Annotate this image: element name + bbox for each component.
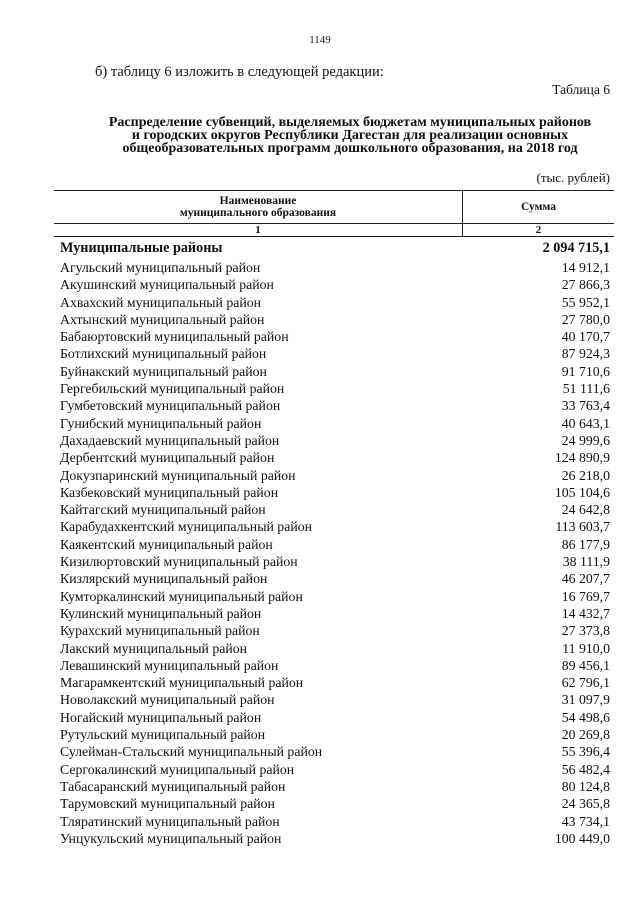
- table-row: [54, 605, 614, 622]
- district-name: Кулинский муниципальный район: [60, 605, 262, 621]
- header-name-line: Наименование: [219, 195, 297, 207]
- table-row: [54, 761, 614, 778]
- district-value: 91 710,6: [561, 363, 610, 379]
- district-name: Кизлярский муниципальный район: [60, 571, 268, 587]
- district-value: 14 432,7: [561, 605, 610, 621]
- district-name: Агульский муниципальный район: [60, 260, 261, 275]
- table-row: [54, 432, 614, 449]
- district-value: 105 104,6: [554, 484, 610, 500]
- district-value: 100 449,0: [554, 830, 610, 846]
- district-name: Левашинский муниципальный район: [60, 657, 279, 673]
- table-row: [54, 345, 614, 362]
- table-row: [54, 397, 614, 414]
- table-row: [54, 328, 614, 345]
- district-name: Карабудахкентский муниципальный район: [60, 519, 312, 535]
- table-row: [54, 743, 614, 760]
- district-value: 27 866,3: [561, 277, 610, 293]
- district-value: 43 734,1: [561, 813, 610, 829]
- table-header-row: [54, 191, 614, 224]
- header-name-cell: [54, 191, 463, 224]
- district-name: Буйнакский муниципальный район: [60, 363, 267, 379]
- district-name: Гергебильский муниципальный район: [60, 381, 285, 397]
- intro-text: б) таблицу 6 изложить в следующей редакции:: [95, 64, 384, 80]
- district-value: 40 643,1: [561, 415, 610, 431]
- header-name-line: муниципального образования: [179, 207, 337, 219]
- district-value: 24 642,8: [561, 502, 610, 518]
- district-name: Дербентский муниципальный район: [60, 450, 275, 466]
- column-number-row: [54, 224, 614, 237]
- table-row: [54, 553, 614, 570]
- subvention-table: [54, 190, 614, 847]
- district-name: Кумторкалинский муниципальный район: [60, 588, 303, 604]
- table-row: [54, 795, 614, 812]
- district-value: 113 603,7: [555, 519, 610, 535]
- table-row: [54, 640, 614, 657]
- district-name: Лакский муниципальный район: [60, 640, 248, 656]
- district-value: 86 177,9: [561, 536, 610, 552]
- column-number: 2: [463, 224, 615, 237]
- district-value: 62 796,1: [561, 675, 610, 691]
- district-name: Табасаранский муниципальный район: [60, 778, 286, 794]
- units-label: (тыс. рублей): [536, 170, 610, 185]
- table-label: Таблица 6: [552, 82, 610, 97]
- district-name: Курахский муниципальный район: [60, 623, 260, 639]
- header-sum-cell: Сумма: [463, 191, 615, 224]
- table-row: [54, 415, 614, 432]
- title-line: и городских округов Республики Дагестан для реализации основных: [131, 128, 569, 143]
- district-name: Новолакский муниципальный район: [60, 692, 275, 708]
- district-value: 87 924,3: [561, 346, 610, 362]
- district-name: Бабаюртовский муниципальный район: [60, 329, 289, 345]
- district-value: 33 763,4: [561, 398, 610, 414]
- district-name: Кайтагский муниципальный район: [60, 502, 266, 518]
- district-value: 55 396,4: [561, 744, 610, 760]
- table-row: [54, 830, 614, 847]
- table-row: [54, 276, 614, 293]
- total-name: Муниципальные районы: [60, 240, 223, 256]
- table-row: [54, 691, 614, 708]
- district-value: 38 111,9: [562, 554, 610, 570]
- district-value: 27 373,8: [561, 623, 610, 639]
- district-value: 89 456,1: [561, 657, 610, 673]
- district-name: Докузпаринский муниципальный район: [60, 467, 296, 483]
- district-value: 14 912,1: [561, 260, 610, 275]
- table-row: [54, 726, 614, 743]
- district-name: Ахтынский муниципальный район: [60, 311, 265, 327]
- table-row: [54, 259, 614, 276]
- district-name: Ахвахский муниципальный район: [60, 294, 262, 310]
- table-body: [54, 237, 614, 848]
- table-row: [54, 311, 614, 328]
- district-value: 11 910,0: [562, 640, 610, 656]
- table-row: [54, 501, 614, 518]
- table-row: [54, 570, 614, 587]
- district-name: Каякентский муниципальный район: [60, 536, 273, 552]
- table-row: [54, 536, 614, 553]
- district-name: Ногайский муниципальный район: [60, 709, 262, 725]
- district-name: Унцукульский муниципальный район: [60, 830, 282, 846]
- district-value: 55 952,1: [561, 294, 610, 310]
- district-value: 20 269,8: [561, 727, 610, 743]
- column-number: 1: [54, 224, 463, 237]
- district-value: 124 890,9: [554, 450, 610, 466]
- table-row: [54, 449, 614, 466]
- district-value: 46 207,7: [561, 571, 610, 587]
- table-row: [54, 588, 614, 605]
- table-row: [54, 657, 614, 674]
- district-name: Тляратинский муниципальный район: [60, 813, 280, 829]
- district-value: 31 097,9: [561, 692, 610, 708]
- total-value: 2 094 715,1: [542, 240, 610, 256]
- district-value: 40 170,7: [561, 329, 610, 345]
- district-name: Акушинский муниципальный район: [60, 277, 274, 293]
- district-value: 24 999,6: [561, 432, 610, 448]
- district-name: Кизилюртовский муниципальный район: [60, 554, 298, 570]
- table-row: [54, 778, 614, 795]
- table-row: [54, 363, 614, 380]
- district-name: Казбековский муниципальный район: [60, 484, 279, 500]
- district-name: Гумбетовский муниципальный район: [60, 398, 281, 414]
- district-value: 24 365,8: [561, 796, 610, 812]
- district-value: 51 111,6: [562, 381, 610, 397]
- table-row: [54, 294, 614, 311]
- district-value: 80 124,8: [561, 778, 610, 794]
- table-row: [54, 709, 614, 726]
- district-name: Ботлихский муниципальный район: [60, 346, 267, 362]
- district-name: Дахадаевский муниципальный район: [60, 432, 280, 448]
- title-line: Распределение субвенций, выделяемых бюджетам муниципальных районов: [108, 115, 592, 130]
- district-value: 56 482,4: [561, 761, 610, 777]
- document-title: [55, 116, 640, 155]
- district-value: 54 498,6: [561, 709, 610, 725]
- table-row: [54, 484, 614, 501]
- district-value: 16 769,7: [561, 588, 610, 604]
- district-name: Магарамкентский муниципальный район: [60, 675, 304, 691]
- page-number: 1149: [309, 34, 331, 46]
- table-row: [54, 622, 614, 639]
- title-line: общеобразовательных программ дошкольного образования, на 2018 год: [122, 141, 578, 156]
- district-value: 26 218,0: [561, 467, 610, 483]
- table-row: [54, 813, 614, 830]
- district-name: Тарумовский муниципальный район: [60, 796, 275, 812]
- table-row: [54, 380, 614, 397]
- district-name: Гунибский муниципальный район: [60, 415, 262, 431]
- table-row: [54, 467, 614, 484]
- district-name: Сулейман-Стальский муниципальный район: [60, 744, 323, 760]
- district-name: Рутульский муниципальный район: [60, 727, 266, 743]
- table-row: [54, 518, 614, 535]
- table-row: [54, 674, 614, 691]
- district-name: Сергокалинский муниципальный район: [60, 761, 295, 777]
- district-value: 27 780,0: [561, 311, 610, 327]
- total-row: [54, 237, 614, 260]
